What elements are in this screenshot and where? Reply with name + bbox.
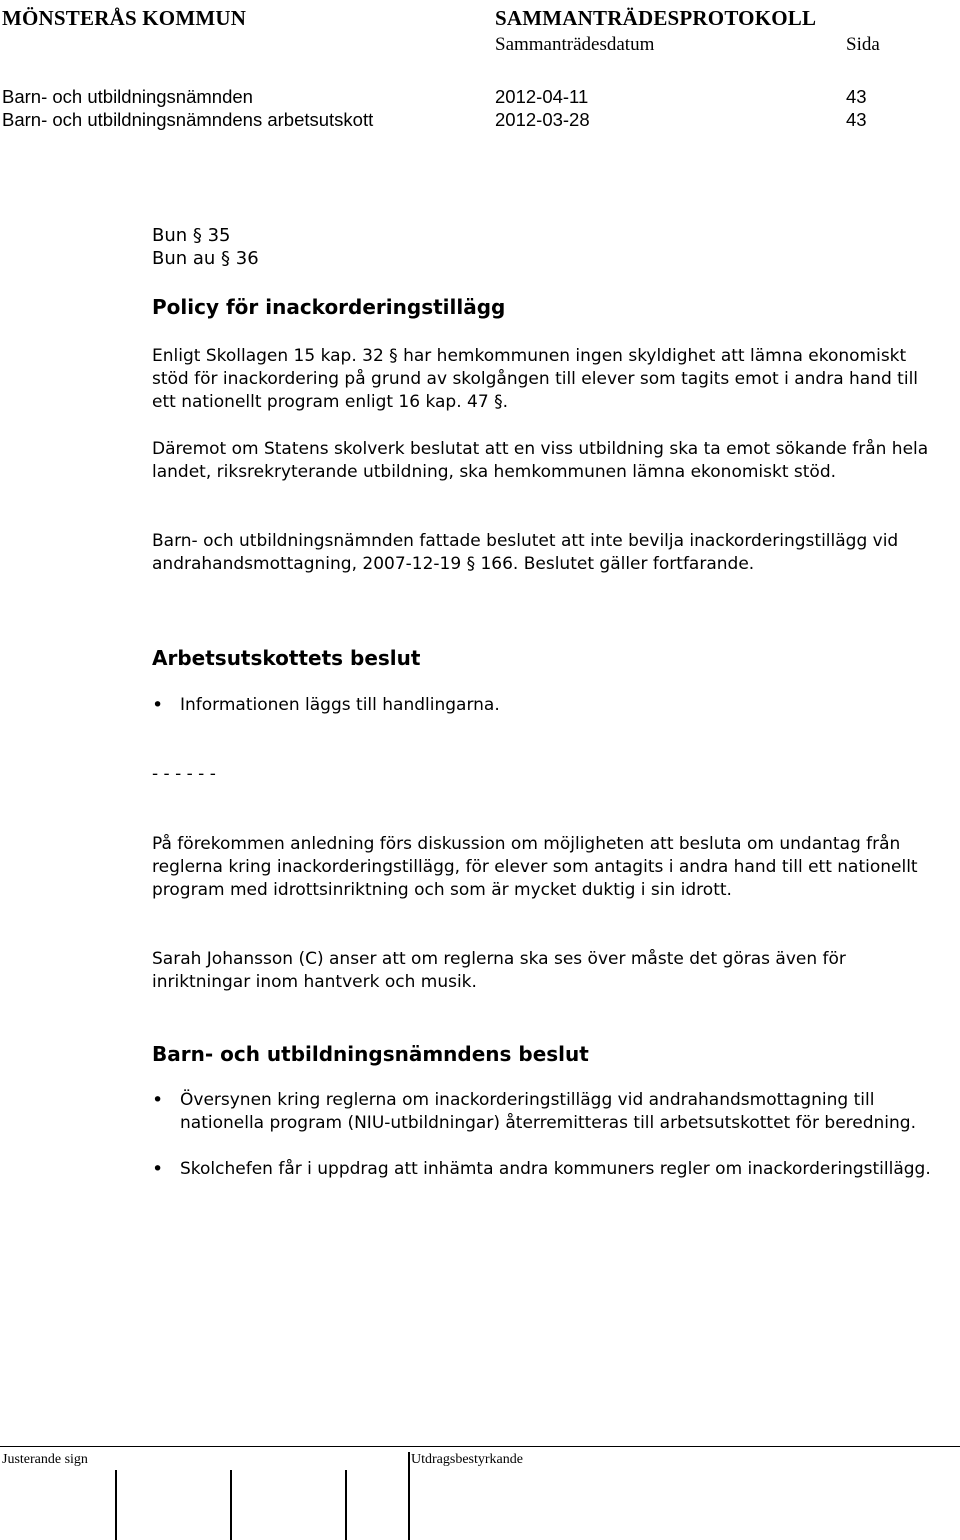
header-body-2: Barn- och utbildningsnämndens arbetsutskott bbox=[2, 109, 374, 130]
paragraph-johansson bbox=[152, 948, 942, 994]
paragraph-discussion bbox=[152, 833, 942, 902]
paragraph-previous-decision bbox=[152, 530, 942, 576]
signature-box-divider bbox=[408, 1452, 410, 1540]
list-item: • Informationen läggs till handlingarna. bbox=[152, 694, 952, 717]
paragraph-text: På förekommen anledning förs diskussion om möjligheten att besluta om undantag från reglerna kring inackorderingstillägg, för elever som antagits i andra hand till ett nationellt program med idrottsinriktning och som är mycket duktig i sin idrott. bbox=[152, 834, 918, 900]
page-label: Sida bbox=[846, 34, 880, 55]
signature-box-divider bbox=[115, 1470, 117, 1540]
header-date-2: 2012-03-28 bbox=[495, 109, 590, 130]
paragraph-skollagen bbox=[152, 345, 942, 414]
municipality-name: MÖNSTERÅS KOMMUN bbox=[2, 6, 247, 30]
signature-box-divider bbox=[345, 1470, 347, 1540]
separator: - - - - - - bbox=[152, 764, 216, 784]
au-decision-heading: Arbetsutskottets beslut bbox=[152, 646, 421, 670]
header-body-1: Barn- och utbildningsnämnden bbox=[2, 86, 253, 107]
au-decision-list bbox=[152, 694, 952, 740]
bun-decision-heading: Barn- och utbildningsnämndens beslut bbox=[152, 1042, 589, 1066]
date-label: Sammanträdesdatum bbox=[495, 34, 655, 55]
footer-extract-label: Utdragsbestyrkande bbox=[411, 1452, 523, 1467]
header-page-1: 43 bbox=[846, 86, 867, 107]
paragraph-skolverk bbox=[152, 438, 942, 484]
list-item: • Översynen kring reglerna om inackorderingstillägg vid andrahandsmottagning till nationella program (NIU-utbildningar) återremitteras till arbetsutskottet för beredning. bbox=[152, 1089, 952, 1135]
paragraph-ref-bun-au: Bun au § 36 bbox=[152, 248, 259, 269]
paragraph-text: Enligt Skollagen 15 kap. 32 § har hemkommunen ingen skyldighet att lämna ekonomiskt stöd för inackordering på grund av skolgången till elever som tagits emot i andra hand till ett nationellt program enligt 16 kap. 47 §. bbox=[152, 346, 919, 412]
protocol-title: SAMMANTRÄDESPROTOKOLL bbox=[495, 6, 817, 30]
paragraph-text: Sarah Johansson (C) anser att om reglerna ska ses över måste det göras även för inriktningar inom hantverk och musik. bbox=[152, 949, 846, 992]
section-title: Policy för inackorderingstillägg bbox=[152, 295, 506, 319]
paragraph-text: Barn- och utbildningsnämnden fattade beslutet att inte bevilja inackorderingstillägg vid andrahandsmottagning, 2007-12-19 § 166. Beslutet gäller fortfarande. bbox=[152, 531, 899, 574]
footer-sign-label: Justerande sign bbox=[2, 1452, 88, 1467]
header-page-2: 43 bbox=[846, 109, 867, 130]
paragraph-ref-bun: Bun § 35 bbox=[152, 225, 231, 246]
header-date-1: 2012-04-11 bbox=[495, 86, 589, 107]
bun-decision-list bbox=[152, 1089, 952, 1204]
footer-top-rule bbox=[0, 1446, 960, 1447]
signature-box-divider bbox=[230, 1470, 232, 1540]
list-item: • Skolchefen får i uppdrag att inhämta andra kommuners regler om inackorderingstillägg. bbox=[152, 1158, 952, 1181]
paragraph-text: Däremot om Statens skolverk beslutat att en viss utbildning ska ta emot sökande från hela landet, riksrekryterande utbildning, ska hemkommunen lämna ekonomiskt stöd. bbox=[152, 439, 929, 482]
